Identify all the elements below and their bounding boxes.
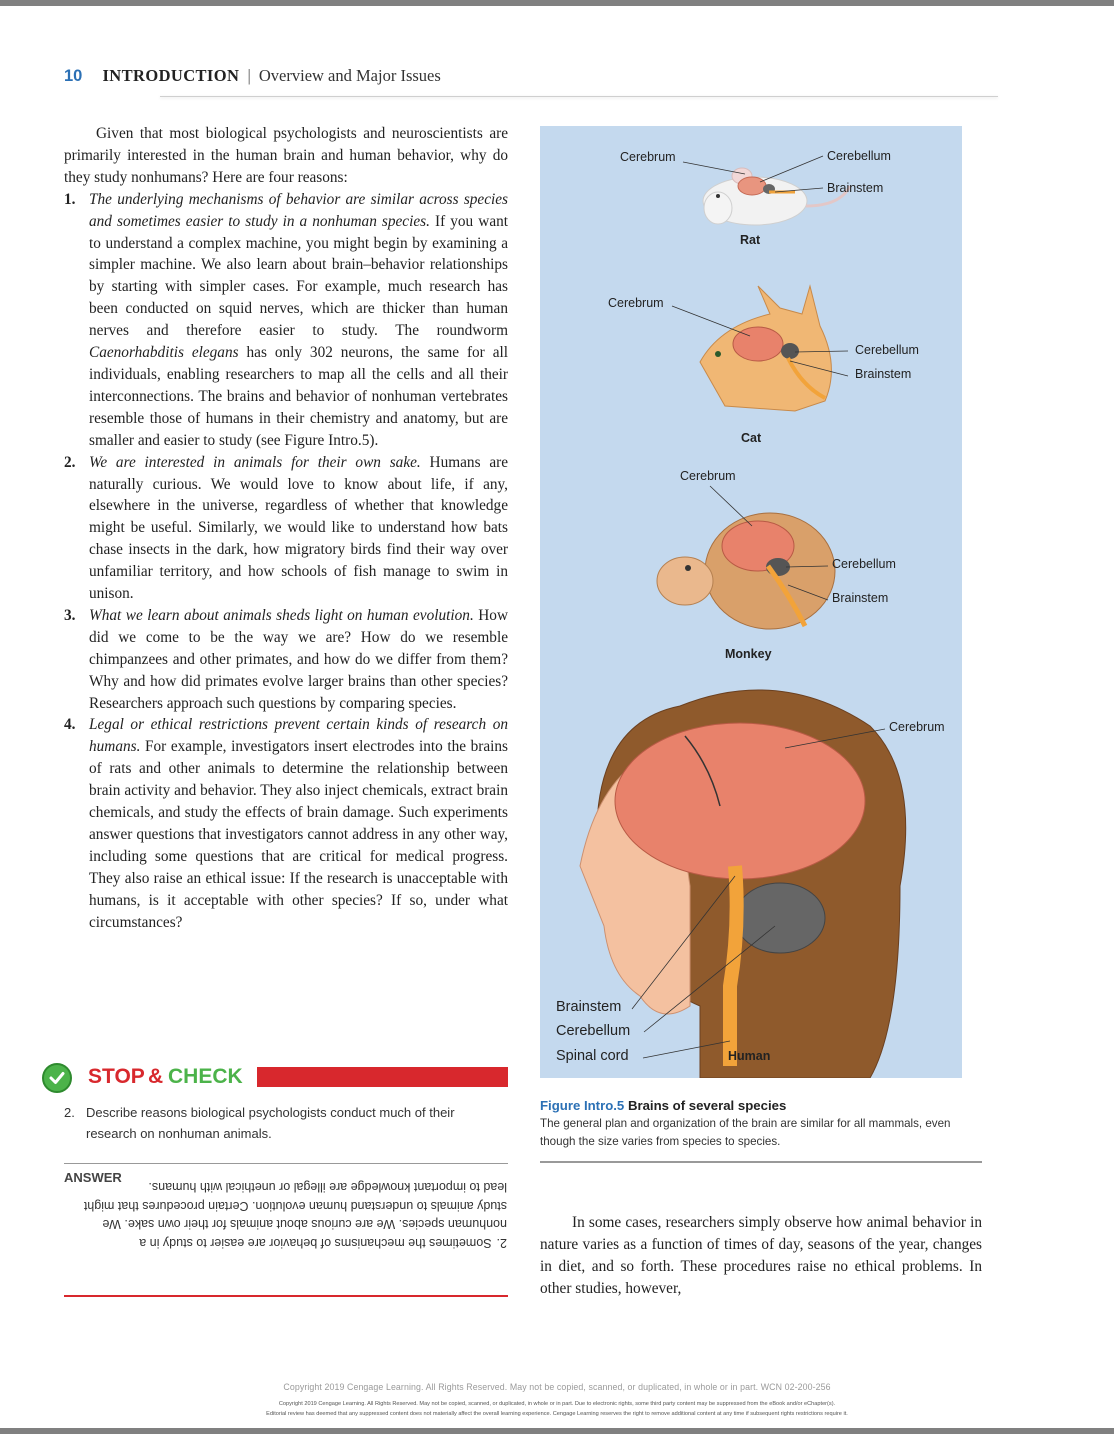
answer-number: 2. [496,1236,507,1250]
intro-paragraph: Given that most biological psychologists and neuroscientists are primarily interested in the human brain and human behavior, why do they study nonhumans? Here are four reasons: [64,125,508,186]
human-cerebellum-label: Cerebellum [556,1023,631,1039]
header-separator: | [247,66,251,85]
monkey-brainstem-label: Brainstem [832,591,889,605]
figure-number: Figure Intro.5 [540,1098,625,1113]
cat-cerebrum-label: Cerebrum [608,296,664,310]
figure-title: Brains of several species [627,1098,787,1113]
reason-text: has only 302 neurons, the same for all individuals, enabling researchers to map all the cells and all their interconnections. The brains and behavior of nonhuman vertebrates resemble those of humans in their chemistry and anatomy, but are smaller and easier to study (see Figure Intro.5). [89,344,508,449]
rat-cerebrum-label: Cerebrum [620,150,676,164]
top-border [0,0,1114,6]
rat-cerebellum-label: Cerebellum [827,149,891,163]
ampersand: & [148,1065,164,1088]
reason-title: Legal or ethical restrictions prevent certain kinds of research on humans. [89,716,508,756]
cat-brainstem-label: Brainstem [855,367,912,381]
section-title: INTRODUCTION [102,66,240,85]
stop-check-bar [257,1067,508,1087]
reason-number: 2. [64,453,76,471]
caption-text: The general plan and organization of the brain are similar for all mammals, even though the size varies from species to species. [540,1117,951,1148]
reason-text: How did we come to be the way we are? How do we resemble chimpanzees and other primates, and how do we differ from them? Why and how did primates evolve larger brains than other species? Researchers approach such questions by comparing species. [89,606,508,712]
caption-rule [540,1161,982,1163]
answer-bottom-rule [64,1295,508,1297]
bottom-border [0,1428,1114,1434]
human-spinal-cord-label: Spinal cord [556,1048,629,1064]
human-cerebrum-label: Cerebrum [889,720,945,734]
brain-illustrations [540,126,962,1078]
running-header [64,66,441,86]
answer-label: ANSWER [64,1170,122,1185]
species-name: Caenorhabditis elegans [89,344,239,362]
monkey-cerebrum-label: Cerebrum [680,469,736,483]
question-number: 2. [64,1105,75,1120]
check-circle-icon [42,1063,72,1093]
reason-item [64,452,508,605]
check-word: CHECK [168,1065,243,1088]
figure-brains-panel [540,126,962,1078]
stop-check-heading [42,1063,508,1097]
monkey-species-label: Monkey [725,647,772,661]
reason-number: 3. [64,606,76,624]
rat-species-label: Rat [740,233,761,247]
section-subtitle: Overview and Major Issues [258,66,441,85]
right-column-text [540,1212,982,1300]
stop-check-question [64,1103,504,1144]
cat-species-label: Cat [741,431,762,445]
reason-number: 1. [64,190,76,208]
human-brainstem-label: Brainstem [556,999,622,1015]
human-species-label: Human [728,1049,771,1063]
reason-text: Humans are naturally curious. We would love to know about life, if any, elsewhere in the universe, regardless of whether that knowledge might be useful. Similarly, we would like to understand how bats chase insects in the dark, how migratory birds find their way over unfamiliar territory, and how schools of fish manage to swim in unison. [89,453,509,603]
reasons-list [64,189,508,934]
cat-cerebellum-label: Cerebellum [855,343,919,357]
reason-title: What we learn about animals sheds light on human evolution. [89,606,474,624]
reason-item [64,605,508,715]
header-rule [160,96,998,97]
copyright-footer-small: Copyright 2019 Cengage Learning. All Rights Reserved. May not be copied, scanned, or duplicated, in whole or in part. Due to electronic rights, some third party content may be suppressed from the eBook and/or eChapter(s). [278,1401,836,1407]
reason-title: We are interested in animals for their own sake. [89,453,421,471]
main-text-column [64,123,508,934]
human-illustration [580,690,906,1078]
page-number: 10 [64,67,83,85]
answer-top-rule [64,1163,508,1164]
copyright-footer-small: Editorial review has deemed that any suppressed content does not materially affect the overall learning experience. Cengage Learning reserves the right to remove additional content at any time if subsequent rights restrictions require it. [266,1411,848,1417]
reason-title: The underlying mechanisms of behavior are similar across species and sometimes easier to study in a nonhuman species. [89,190,508,230]
right-paragraph: In some cases, researchers simply observe how animal behavior in nature varies as a function of times of day, seasons of the year, changes in diet, and so forth. These procedures raise no ethical problems. In other studies, however, [540,1214,982,1297]
reason-item [64,189,508,452]
question-text: Describe reasons biological psychologists conduct much of their research on nonhuman animals. [86,1105,455,1141]
reason-text: If you want to understand a complex machine, you might begin by examining a simpler machine. We also learn about brain–behavior relationships by starting with simpler cases. For example, much research has been conducted on squid nerves, which are thicker than human nerves and therefore easier to study. The roundworm [89,212,509,340]
monkey-cerebellum-label: Cerebellum [832,557,896,571]
reason-item [64,714,508,933]
rat-illustration [703,168,850,225]
reason-text: For example, investigators insert electrodes into the brains of rats and other animals to determine the relationship between brain activity and behavior. They also inject chemicals, extract brain chemicals, and study the effects of brain damage. Such experiments answer questions that investigators cannot address in any other way, including some questions that are critical for medical progress. They also raise an ethical issue: If the research is unacceptable with humans, is it acceptable with other species? If so, under what circumstances? [89,738,509,931]
caption-heading [540,1098,982,1113]
upside-down-answer [77,1178,507,1252]
reason-number: 4. [64,716,76,734]
rat-brainstem-label: Brainstem [827,181,884,195]
answer-text: Sometimes the mechanisms of behavior are easier to study in a nonhuman species. We are curious about animals for their own sake. We study animals to understand human evolution. Certain procedures that might lead to important knowledge are illegal or unethical with humans. [83,1180,507,1250]
cat-illustration [700,286,831,411]
figure-caption [540,1098,982,1150]
copyright-footer: Copyright 2019 Cengage Learning. All Rights Reserved. May not be copied, scanned, or duplicated, in whole or in part. WCN 02-200-256 [283,1382,831,1392]
stop-word: STOP [88,1065,145,1088]
monkey-illustration [657,513,835,629]
